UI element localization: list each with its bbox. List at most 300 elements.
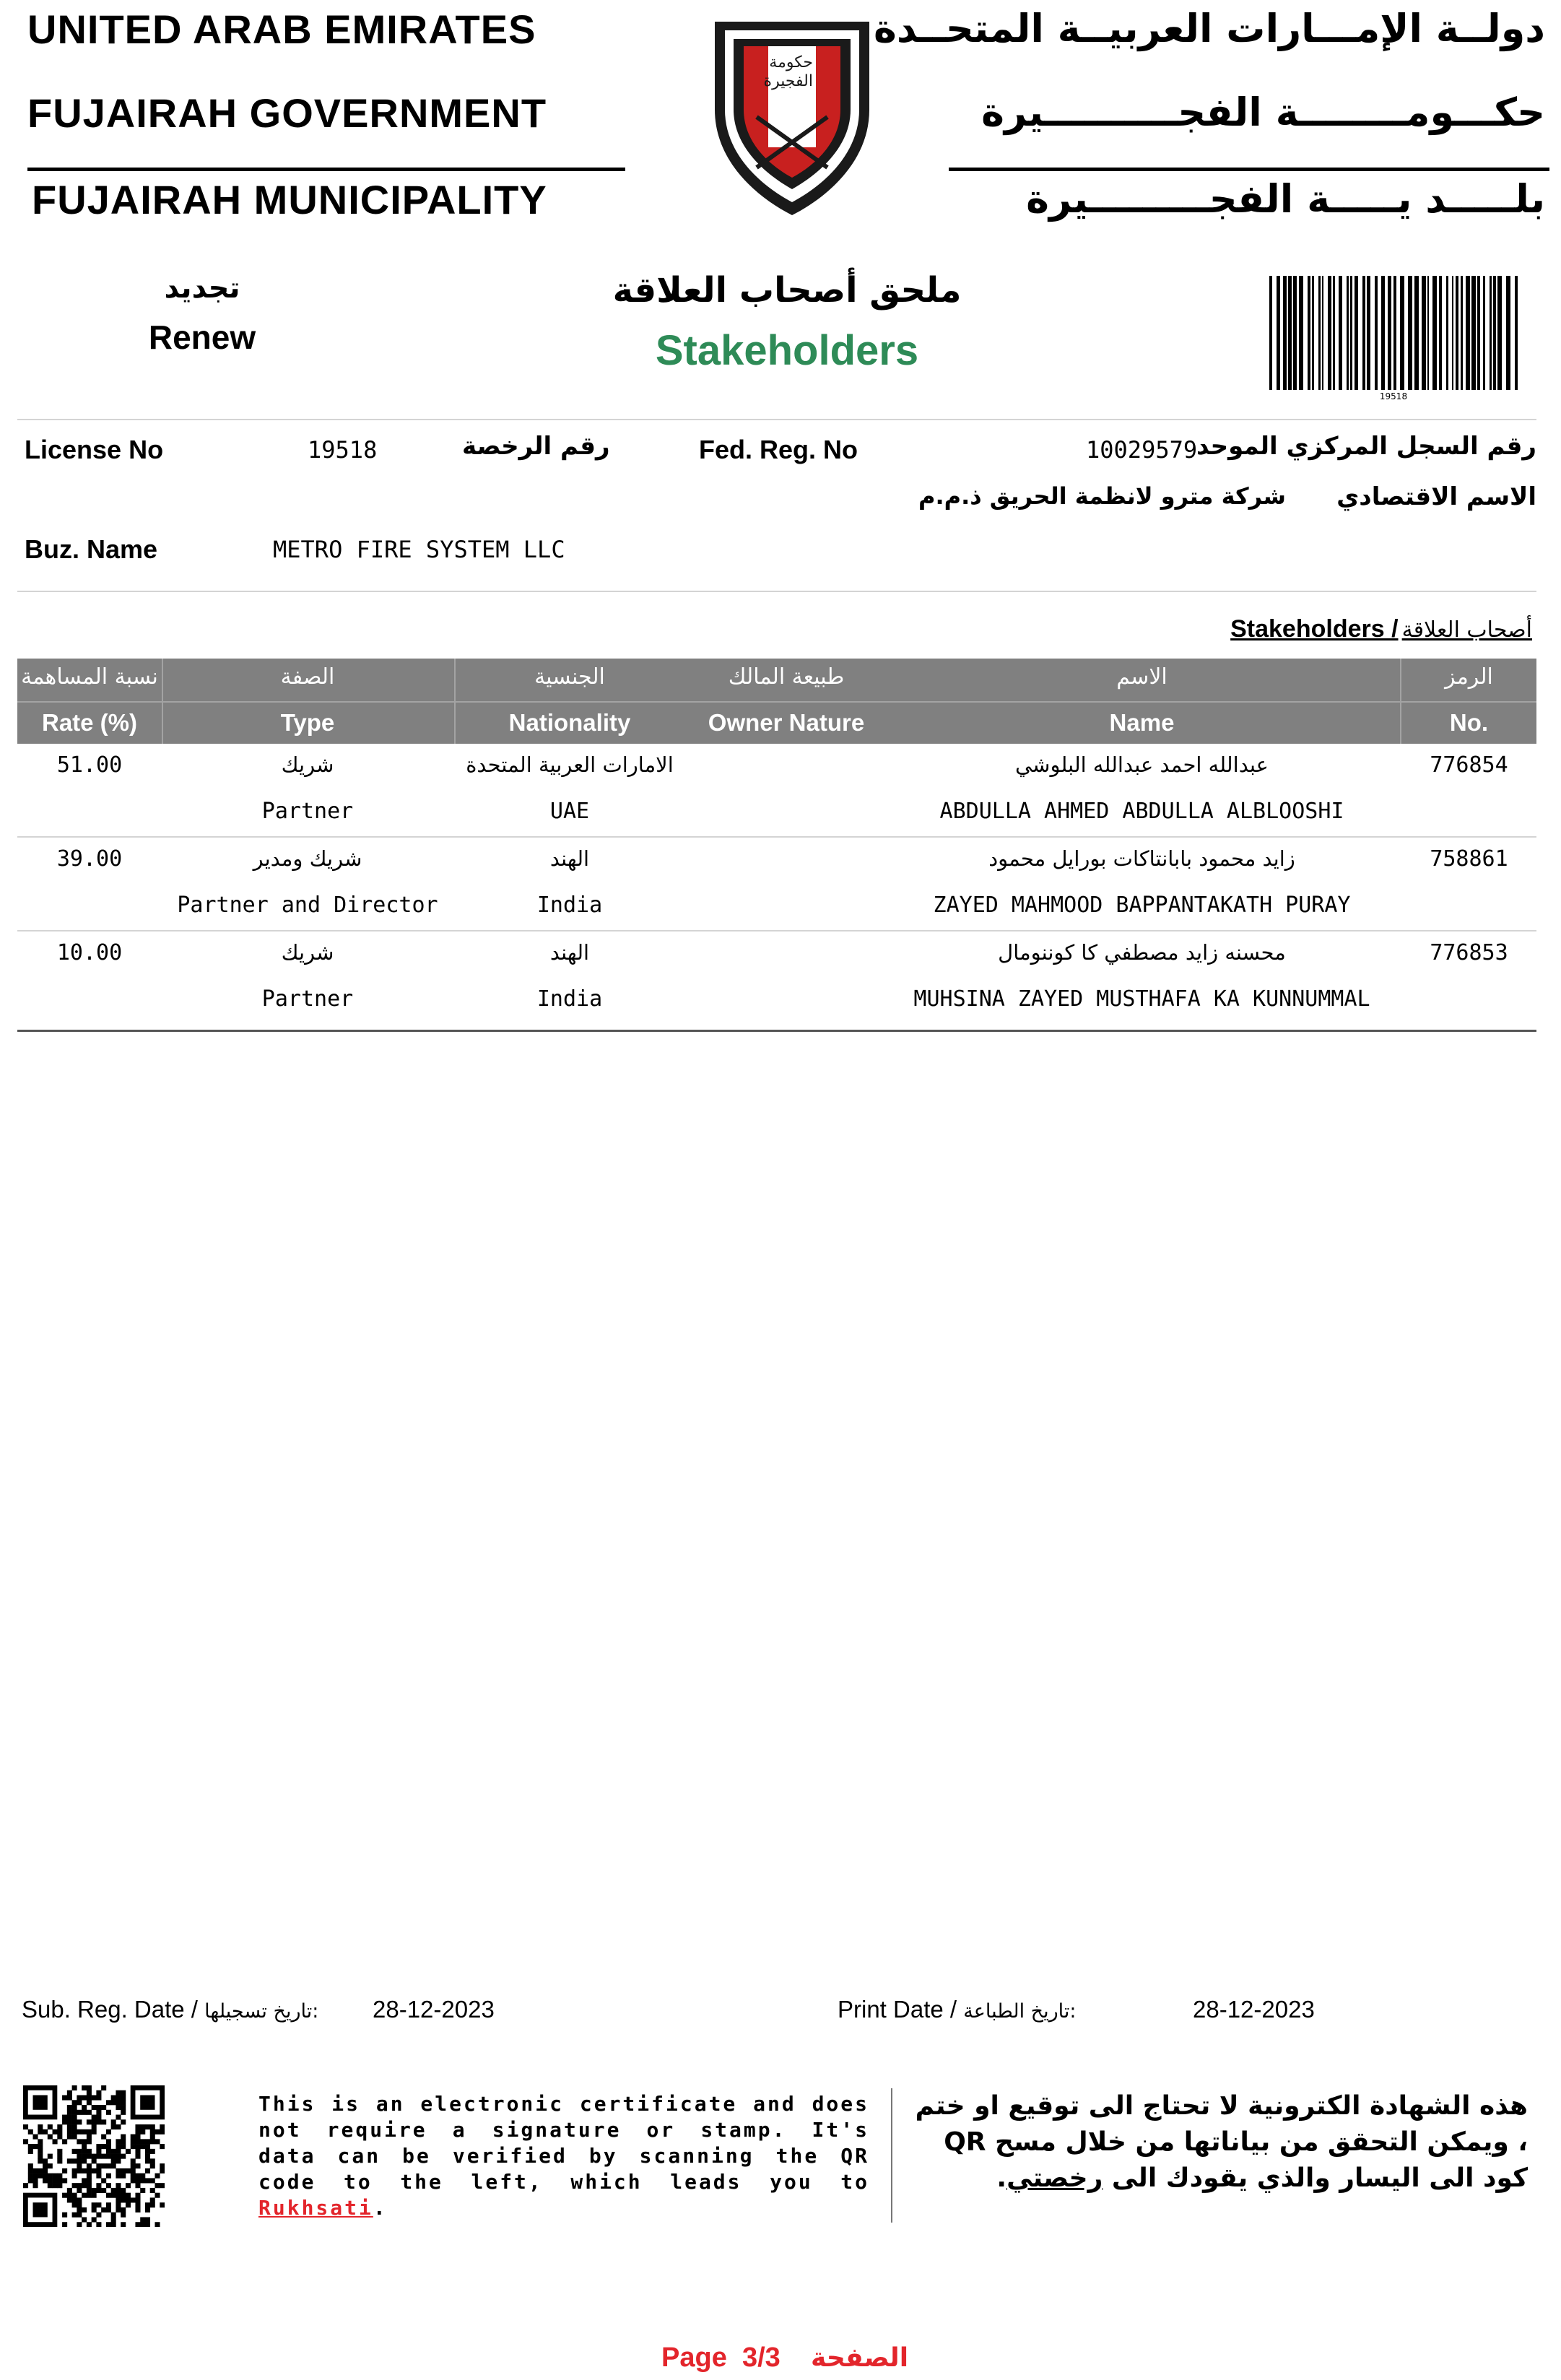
qr-module bbox=[131, 2173, 136, 2179]
qr-module bbox=[135, 2207, 140, 2212]
table-row bbox=[17, 931, 1536, 1025]
print-label-ar: تاريخ الطباعة: bbox=[963, 2000, 1077, 2023]
qr-module bbox=[111, 2217, 116, 2222]
th-rate-en: Rate (%) bbox=[41, 709, 138, 736]
qr-module bbox=[106, 2129, 111, 2134]
qr-module bbox=[135, 2197, 140, 2202]
cell-rate: 51.00 bbox=[56, 752, 123, 778]
qr-module bbox=[111, 2158, 116, 2163]
qr-module bbox=[106, 2193, 111, 2198]
qr-module bbox=[38, 2139, 43, 2144]
qr-module bbox=[145, 2217, 150, 2222]
barcode-bar bbox=[1333, 276, 1335, 390]
qr-module bbox=[145, 2154, 150, 2159]
qr-module bbox=[72, 2197, 77, 2202]
qr-module bbox=[92, 2193, 97, 2198]
qr-module bbox=[57, 2158, 62, 2163]
econ-name-ar: شركة مترو لانظمة الحريق ذ.م.م bbox=[918, 482, 1286, 510]
barcode-bar bbox=[1308, 276, 1310, 390]
qr-module bbox=[121, 2144, 126, 2149]
print-date-value: 28-12-2023 bbox=[1193, 1996, 1315, 2023]
rukhsati-link-ar[interactable]: رخصتي bbox=[1006, 2163, 1103, 2193]
qr-module bbox=[72, 2212, 77, 2218]
qr-module bbox=[106, 2110, 111, 2115]
barcode-bar bbox=[1339, 276, 1342, 390]
cell-no: 776853 bbox=[1430, 940, 1508, 965]
cell-nationality-ar: الهند bbox=[549, 846, 590, 871]
barcode-bar bbox=[1422, 276, 1426, 390]
qr-module bbox=[33, 2173, 38, 2179]
qr-module bbox=[72, 2168, 77, 2173]
cell-no: 758861 bbox=[1430, 846, 1508, 872]
qr-module bbox=[82, 2158, 87, 2163]
barcode-bar bbox=[1367, 276, 1370, 390]
qr-module bbox=[135, 2124, 140, 2129]
qr-module bbox=[126, 2183, 131, 2188]
qr-module bbox=[160, 2202, 165, 2207]
qr-module bbox=[53, 2183, 58, 2188]
qr-module bbox=[38, 2158, 43, 2163]
qr-module bbox=[106, 2154, 111, 2159]
qr-module bbox=[145, 2207, 150, 2212]
qr-module bbox=[28, 2173, 33, 2179]
page-label: Page bbox=[661, 2342, 727, 2373]
qr-module bbox=[116, 2095, 121, 2101]
qr-module bbox=[72, 2158, 77, 2163]
qr-module bbox=[87, 2110, 92, 2115]
qr-module bbox=[67, 2119, 72, 2124]
qr-module bbox=[145, 2139, 150, 2144]
qr-module bbox=[72, 2202, 77, 2207]
econ-name-label-ar: الاسم الاقتصادي bbox=[1336, 482, 1536, 511]
qr-module bbox=[96, 2163, 101, 2168]
barcode-bar bbox=[1446, 276, 1448, 390]
qr-module bbox=[82, 2149, 87, 2154]
qr-module bbox=[87, 2178, 92, 2183]
qr-module bbox=[53, 2139, 58, 2144]
qr-module bbox=[38, 2144, 43, 2149]
qr-module bbox=[140, 2095, 155, 2110]
qr-module bbox=[72, 2173, 77, 2179]
qr-module bbox=[33, 2144, 38, 2149]
qr-module bbox=[101, 2105, 106, 2110]
qr-module bbox=[116, 2207, 121, 2212]
qr-module bbox=[38, 2149, 43, 2154]
barcode-bar bbox=[1277, 276, 1280, 390]
fed-reg-value: 10029579 bbox=[1086, 436, 1198, 464]
table-bottom-rule bbox=[17, 1030, 1536, 1032]
qr-module bbox=[67, 2197, 72, 2202]
qr-module bbox=[155, 2183, 160, 2188]
qr-module bbox=[111, 2163, 116, 2168]
qr-module bbox=[140, 2222, 145, 2227]
qr-module bbox=[43, 2163, 48, 2168]
qr-module bbox=[33, 2183, 38, 2188]
qr-module bbox=[77, 2212, 82, 2218]
qr-module bbox=[145, 2124, 150, 2129]
qr-module bbox=[48, 2154, 53, 2159]
qr-module bbox=[121, 2222, 126, 2227]
qr-module bbox=[116, 2202, 121, 2207]
barcode-bar bbox=[1477, 276, 1480, 390]
qr-module bbox=[116, 2105, 121, 2110]
qr-module bbox=[96, 2212, 101, 2218]
qr-module bbox=[121, 2212, 126, 2218]
qr-module bbox=[145, 2222, 150, 2227]
qr-module bbox=[150, 2197, 155, 2202]
qr-module bbox=[150, 2134, 155, 2140]
qr-module bbox=[87, 2100, 92, 2105]
qr-module bbox=[82, 2105, 87, 2110]
qr-module bbox=[140, 2173, 145, 2179]
qr-module bbox=[121, 2168, 126, 2173]
qr-module bbox=[77, 2154, 82, 2159]
qr-module bbox=[150, 2124, 155, 2129]
qr-module bbox=[155, 2173, 160, 2179]
qr-module bbox=[135, 2163, 140, 2168]
qr-module bbox=[116, 2173, 121, 2179]
qr-module bbox=[87, 2134, 92, 2140]
qr-module bbox=[121, 2139, 126, 2144]
barcode-bar bbox=[1456, 276, 1458, 390]
qr-module bbox=[160, 2124, 165, 2129]
qr-module bbox=[53, 2178, 58, 2183]
qr-module bbox=[57, 2134, 62, 2140]
qr-module bbox=[62, 2095, 67, 2101]
buz-name-label: Buz. Name bbox=[25, 534, 158, 564]
qr-module bbox=[92, 2119, 97, 2124]
qr-module bbox=[106, 2173, 111, 2179]
qr-module bbox=[87, 2173, 92, 2179]
qr-module bbox=[72, 2110, 77, 2115]
qr-module bbox=[140, 2217, 145, 2222]
qr-module bbox=[72, 2134, 77, 2140]
qr-module bbox=[82, 2129, 87, 2134]
cell-name-en: MUHSINA ZAYED MUSTHAFA KA KUNNUMMAL bbox=[913, 986, 1370, 1012]
qr-module bbox=[96, 2090, 101, 2095]
qr-module bbox=[53, 2173, 58, 2179]
qr-module bbox=[67, 2090, 72, 2095]
qr-module bbox=[38, 2154, 43, 2159]
qr-module bbox=[28, 2144, 33, 2149]
qr-module bbox=[106, 2183, 111, 2188]
qr-module bbox=[96, 2202, 101, 2207]
qr-module bbox=[111, 2222, 116, 2227]
qr-module bbox=[87, 2149, 92, 2154]
qr-module bbox=[82, 2095, 87, 2101]
qr-module bbox=[96, 2115, 101, 2120]
qr-code-graphic bbox=[23, 2085, 165, 2227]
barcode-bar bbox=[1461, 276, 1463, 390]
qr-module bbox=[92, 2154, 97, 2159]
qr-module bbox=[140, 2124, 145, 2129]
qr-module bbox=[155, 2222, 160, 2227]
qr-module bbox=[82, 2139, 87, 2144]
qr-module bbox=[150, 2149, 155, 2154]
qr-module bbox=[101, 2085, 106, 2090]
barcode-bar bbox=[1432, 276, 1437, 390]
qr-module bbox=[43, 2129, 48, 2134]
divider-top bbox=[17, 419, 1536, 420]
license-no-value: 19518 bbox=[308, 436, 378, 464]
qr-module bbox=[111, 2193, 116, 2198]
qr-module bbox=[67, 2129, 72, 2134]
sub-reg-date-label bbox=[22, 1996, 318, 2023]
qr-module bbox=[77, 2100, 82, 2105]
doc-title-ar: ملحق أصحاب العلاقة bbox=[612, 270, 962, 310]
qr-module bbox=[111, 2124, 116, 2129]
barcode-bar bbox=[1288, 276, 1292, 390]
qr-module bbox=[150, 2178, 155, 2183]
qr-module bbox=[92, 2188, 97, 2193]
qr-module bbox=[57, 2178, 62, 2183]
qr-module bbox=[92, 2105, 97, 2110]
qr-module bbox=[96, 2110, 101, 2115]
cell-nationality-en: India bbox=[536, 986, 603, 1012]
qr-module bbox=[48, 2163, 53, 2168]
qr-module bbox=[140, 2139, 145, 2144]
table-row bbox=[17, 838, 1536, 931]
qr-module bbox=[77, 2119, 82, 2124]
qr-module bbox=[87, 2188, 92, 2193]
sub-reg-date-value: 28-12-2023 bbox=[373, 1996, 495, 2023]
qr-module bbox=[101, 2163, 106, 2168]
qr-module bbox=[116, 2154, 121, 2159]
cell-nationality-en: India bbox=[536, 892, 603, 918]
barcode bbox=[1266, 276, 1521, 400]
cell-type-ar: شريك bbox=[281, 940, 334, 965]
cell-nationality-ar: الهند bbox=[549, 940, 590, 965]
qr-module bbox=[96, 2222, 101, 2227]
header-ar-country: دولــة الإمـــارات العربيــة المتحــدة bbox=[873, 6, 1545, 51]
qr-module bbox=[131, 2139, 136, 2144]
qr-module bbox=[106, 2202, 111, 2207]
qr-module bbox=[23, 2139, 28, 2144]
qr-module bbox=[92, 2124, 97, 2129]
qr-module bbox=[77, 2149, 82, 2154]
qr-module bbox=[121, 2090, 126, 2095]
qr-module bbox=[121, 2197, 126, 2202]
qr-module bbox=[135, 2183, 140, 2188]
header-right-rule bbox=[949, 168, 1549, 171]
cell-name-ar: محسنه زايد مصطفي كا كوننومال bbox=[998, 940, 1286, 965]
qr-module bbox=[126, 2168, 131, 2173]
qr-module bbox=[116, 2193, 121, 2198]
qr-module bbox=[62, 2168, 67, 2173]
qr-module bbox=[106, 2100, 111, 2105]
cell-type-en: Partner bbox=[261, 799, 354, 824]
qr-module bbox=[140, 2178, 145, 2183]
qr-module bbox=[116, 2100, 121, 2105]
qr-module bbox=[126, 2197, 131, 2202]
qr-module bbox=[87, 2154, 92, 2159]
qr-module bbox=[67, 2134, 72, 2140]
qr-module bbox=[48, 2134, 53, 2140]
barcode-bar bbox=[1408, 276, 1412, 390]
qr-module bbox=[106, 2144, 111, 2149]
verification-qr-code[interactable] bbox=[23, 2085, 165, 2227]
barcode-bar bbox=[1388, 276, 1391, 390]
qr-module bbox=[57, 2129, 62, 2134]
qr-module bbox=[82, 2085, 87, 2090]
qr-module bbox=[106, 2222, 111, 2227]
qr-module bbox=[116, 2188, 121, 2193]
qr-module bbox=[150, 2158, 155, 2163]
qr-module bbox=[43, 2168, 48, 2173]
qr-module bbox=[135, 2202, 140, 2207]
barcode-bar bbox=[1493, 276, 1496, 390]
cell-rate: 39.00 bbox=[56, 846, 123, 872]
qr-module bbox=[77, 2168, 82, 2173]
qr-module bbox=[155, 2193, 160, 2198]
qr-module bbox=[33, 2134, 38, 2140]
stakeholders-table-header bbox=[17, 659, 1536, 744]
th-name-en: Name bbox=[1109, 709, 1175, 736]
qr-module bbox=[150, 2163, 155, 2168]
qr-module bbox=[77, 2139, 82, 2144]
qr-module bbox=[121, 2154, 126, 2159]
qr-module bbox=[48, 2124, 53, 2129]
qr-module bbox=[101, 2134, 106, 2140]
qr-module bbox=[101, 2144, 106, 2149]
qr-module bbox=[160, 2183, 165, 2188]
qr-module bbox=[135, 2129, 140, 2134]
qr-module bbox=[121, 2207, 126, 2212]
th-no-ar: الرمز bbox=[1445, 664, 1493, 690]
qr-module bbox=[62, 2178, 67, 2183]
th-rate-ar: نسبة المساهمة bbox=[21, 664, 158, 690]
barcode-bar bbox=[1393, 276, 1396, 390]
section-heading-en: Stakeholders / bbox=[1230, 615, 1399, 643]
qr-module bbox=[135, 2178, 140, 2183]
cell-type-en: Partner and Director bbox=[177, 892, 438, 918]
qr-module bbox=[160, 2129, 165, 2134]
qr-module bbox=[121, 2105, 126, 2110]
notice-en-text: This is an electronic certificate and does not require a signature or stamp. It's data can be verified by scanning the QR code to the left, which leads you to bbox=[258, 2092, 869, 2194]
qr-module bbox=[145, 2158, 150, 2163]
fujairah-emblem-logo bbox=[706, 1, 878, 218]
barcode-bar bbox=[1497, 276, 1502, 390]
qr-module bbox=[121, 2173, 126, 2179]
qr-module bbox=[62, 2222, 67, 2227]
license-no-label-ar: رقم الرخصة bbox=[462, 432, 610, 461]
qr-module bbox=[155, 2139, 160, 2144]
qr-module bbox=[92, 2115, 97, 2120]
qr-module bbox=[72, 2100, 77, 2105]
qr-module bbox=[135, 2222, 140, 2227]
qr-module bbox=[96, 2149, 101, 2154]
header-en-country: UNITED ARAB EMIRATES bbox=[27, 6, 536, 52]
cell-nationality-ar: الامارات العربية المتحدة bbox=[466, 752, 674, 777]
cell-no: 776854 bbox=[1430, 752, 1508, 778]
qr-module bbox=[87, 2095, 92, 2101]
barcode-bar bbox=[1483, 276, 1485, 390]
qr-module bbox=[92, 2129, 97, 2134]
fed-reg-label: Fed. Reg. No bbox=[699, 435, 858, 464]
license-no-label: License No bbox=[25, 435, 164, 464]
header-ar-government: حكـــومــــــــة الفجــــــــــيرة bbox=[981, 90, 1545, 135]
qr-module bbox=[62, 2119, 67, 2124]
notice-separator bbox=[891, 2088, 892, 2223]
qr-module bbox=[77, 2183, 82, 2188]
qr-module bbox=[96, 2173, 101, 2179]
qr-module bbox=[62, 2139, 67, 2144]
barcode-graphic bbox=[1266, 276, 1521, 400]
qr-module bbox=[72, 2129, 77, 2134]
barcode-bar bbox=[1414, 276, 1419, 390]
qr-module bbox=[96, 2144, 101, 2149]
qr-module bbox=[33, 2202, 48, 2217]
qr-module bbox=[62, 2193, 67, 2198]
qr-module bbox=[145, 2149, 150, 2154]
status-en: Renew bbox=[148, 318, 256, 356]
qr-module bbox=[126, 2202, 131, 2207]
qr-module bbox=[33, 2095, 48, 2110]
qr-module bbox=[140, 2144, 145, 2149]
th-owner-nature-ar: طبيعة المالك bbox=[728, 664, 845, 690]
qr-module bbox=[57, 2154, 62, 2159]
barcode-bar bbox=[1362, 276, 1365, 390]
qr-module bbox=[121, 2095, 126, 2101]
qr-module bbox=[150, 2188, 155, 2193]
qr-module bbox=[121, 2193, 126, 2198]
section-heading-ar: أصحاب العلاقة bbox=[1401, 617, 1532, 643]
qr-module bbox=[92, 2202, 97, 2207]
qr-module bbox=[135, 2173, 140, 2179]
header-ar-municipality: بلـــــد يـــــة الفجـــــــــيرة bbox=[1026, 176, 1545, 222]
qr-module bbox=[62, 2115, 67, 2120]
qr-module bbox=[43, 2178, 48, 2183]
qr-module bbox=[77, 2163, 82, 2168]
rukhsati-link[interactable]: Rukhsati bbox=[258, 2196, 373, 2220]
barcode-bar bbox=[1471, 276, 1476, 390]
barcode-bar bbox=[1328, 276, 1331, 390]
qr-module bbox=[116, 2149, 121, 2154]
qr-module bbox=[53, 2129, 58, 2134]
header-en-government: FUJAIRAH GOVERNMENT bbox=[27, 90, 547, 136]
th-type-en: Type bbox=[280, 709, 335, 736]
qr-module bbox=[77, 2188, 82, 2193]
status-ar: تجديد bbox=[164, 272, 240, 305]
qr-module bbox=[131, 2197, 136, 2202]
qr-module bbox=[121, 2110, 126, 2115]
qr-module bbox=[87, 2129, 92, 2134]
qr-module bbox=[135, 2154, 140, 2159]
qr-module bbox=[131, 2168, 136, 2173]
qr-module bbox=[106, 2149, 111, 2154]
qr-module bbox=[57, 2173, 62, 2179]
qr-module bbox=[57, 2149, 62, 2154]
qr-module bbox=[72, 2119, 77, 2124]
qr-module bbox=[28, 2163, 33, 2168]
qr-module bbox=[121, 2134, 126, 2140]
qr-module bbox=[72, 2193, 77, 2198]
buz-name-value: METRO FIRE SYSTEM LLC bbox=[273, 536, 565, 563]
cell-name-ar: زايد محمود بابانتاكات بورايل محمود bbox=[988, 846, 1295, 871]
qr-module bbox=[87, 2193, 92, 2198]
barcode-bar bbox=[1312, 276, 1314, 390]
qr-module bbox=[96, 2154, 101, 2159]
qr-module bbox=[121, 2100, 126, 2105]
qr-module bbox=[28, 2178, 33, 2183]
barcode-bar bbox=[1515, 276, 1518, 390]
cell-name-en: ABDULLA AHMED ABDULLA ALBLOOSHI bbox=[939, 799, 1344, 824]
qr-module bbox=[111, 2119, 116, 2124]
page-label-ar: الصفحة bbox=[811, 2343, 909, 2373]
qr-module bbox=[72, 2115, 77, 2120]
cell-rate: 10.00 bbox=[56, 940, 123, 965]
cell-type-en: Partner bbox=[261, 986, 354, 1012]
